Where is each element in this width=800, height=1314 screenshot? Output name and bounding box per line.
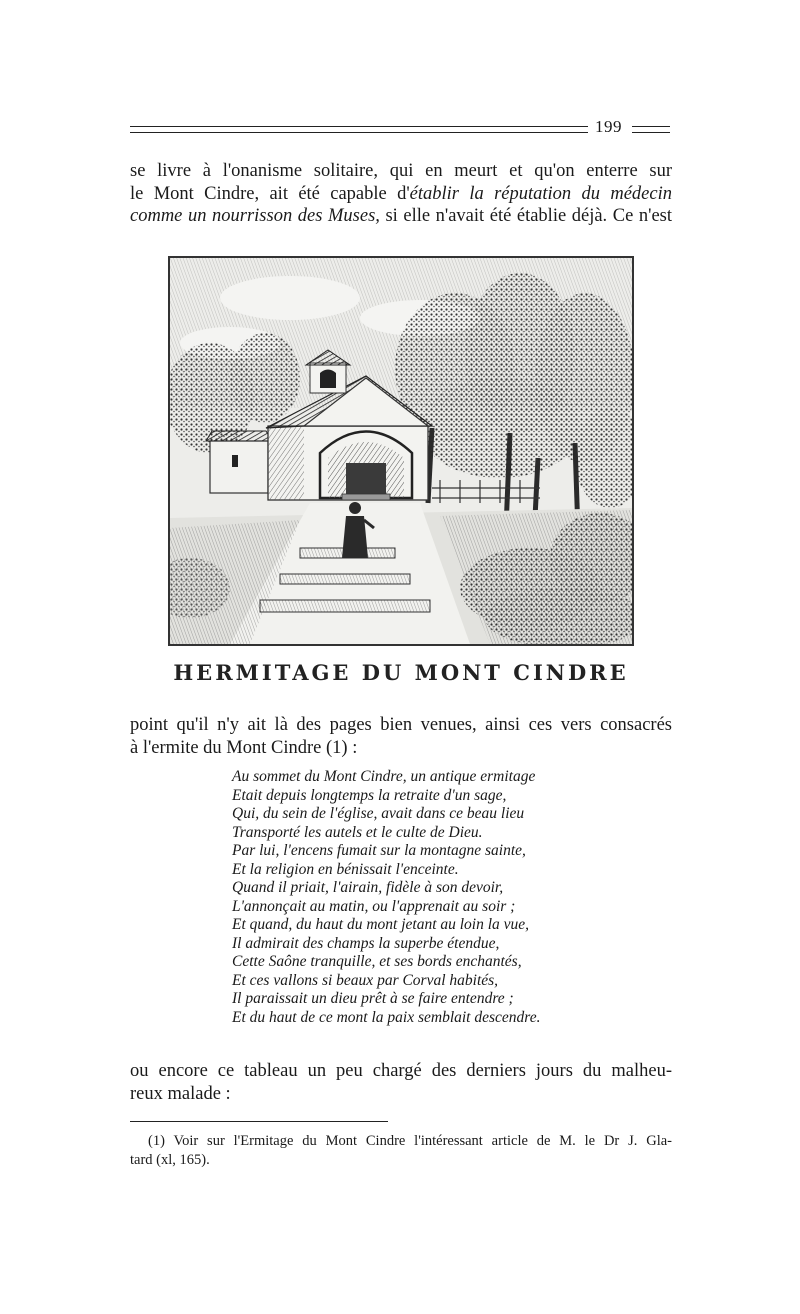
illustration-caption: HERMITAGE DU MONT CINDRE	[173, 660, 629, 685]
text-line	[130, 205, 672, 228]
text-line: point qu'il n'y ait là des pages bien venues, ainsi ces vers consacrés	[130, 715, 672, 735]
footnote-rule	[130, 1121, 388, 1122]
poem-line: Et du haut de ce mont la paix semblait descendre.	[232, 1008, 541, 1026]
poem-line: Il admirait des champs la superbe étendue,	[232, 934, 500, 952]
header-rule-left	[130, 126, 588, 133]
italic-span: comme un nourrisson des Muses,	[130, 206, 380, 226]
poem-line: Par lui, l'encens fumait sur la montagne sainte,	[232, 842, 526, 859]
page-number: 199	[595, 117, 622, 136]
text-line: reux malade :	[130, 1083, 231, 1104]
poem-line: Et quand, du haut du mont jetant au loin la vue,	[232, 916, 530, 933]
middle-paragraph	[130, 714, 672, 759]
poem-line: Qui, du sein de l'église, avait dans ce beau lieu	[232, 805, 525, 822]
bottom-paragraph	[130, 1060, 672, 1105]
poem-line: L'annonçait au matin, ou l'apprenait au soir ;	[232, 897, 516, 915]
text-line	[130, 183, 672, 206]
text-line: ou encore ce tableau un peu chargé des derniers jours du malheu-	[130, 1061, 672, 1081]
poem-line: Il paraissait un dieu prêt à se faire entendre ;	[232, 990, 514, 1007]
italic-span: établir la réputation du médecin	[409, 183, 672, 204]
top-paragraph	[130, 160, 672, 228]
page-header	[130, 117, 670, 139]
outbuilding	[206, 431, 272, 493]
header-rule-right	[632, 126, 670, 133]
poem-line: Et la religion en bénissait l'enceinte.	[232, 860, 459, 878]
text-line: à l'ermite du Mont Cindre (1) :	[130, 737, 358, 758]
footnote-line: tard (xl, 165).	[130, 1152, 210, 1168]
text-span: le Mont Cindre, ait été capable d'	[130, 183, 410, 204]
text-line: se livre à l'onanisme solitaire, qui en meurt et qu'on enterre sur	[130, 161, 672, 181]
poem-line: Cette Saône tranquille, et ses bords enchantés,	[232, 953, 522, 970]
poem-line: Transporté les autels et le culte de Dieu.	[232, 823, 483, 841]
poem-block	[232, 768, 592, 1027]
poem-line: Au sommet du Mont Cindre, un antique ermitage	[232, 768, 536, 785]
poem-line: Etait depuis longtemps la retraite d'un sage,	[232, 786, 507, 804]
text-span: si elle n'avait été établie déjà. Ce n'est	[379, 206, 672, 226]
poem-line: Quand il priait, l'airain, fidèle à son devoir,	[232, 879, 504, 896]
footnote-line: (1) Voir sur l'Ermitage du Mont Cindre l'intéressant article de M. le Dr J. Gla-	[148, 1133, 672, 1149]
footnote	[130, 1132, 672, 1170]
poem-line: Et ces vallons si beaux par Corval habités,	[232, 971, 499, 989]
hermitage-engraving	[168, 256, 634, 646]
